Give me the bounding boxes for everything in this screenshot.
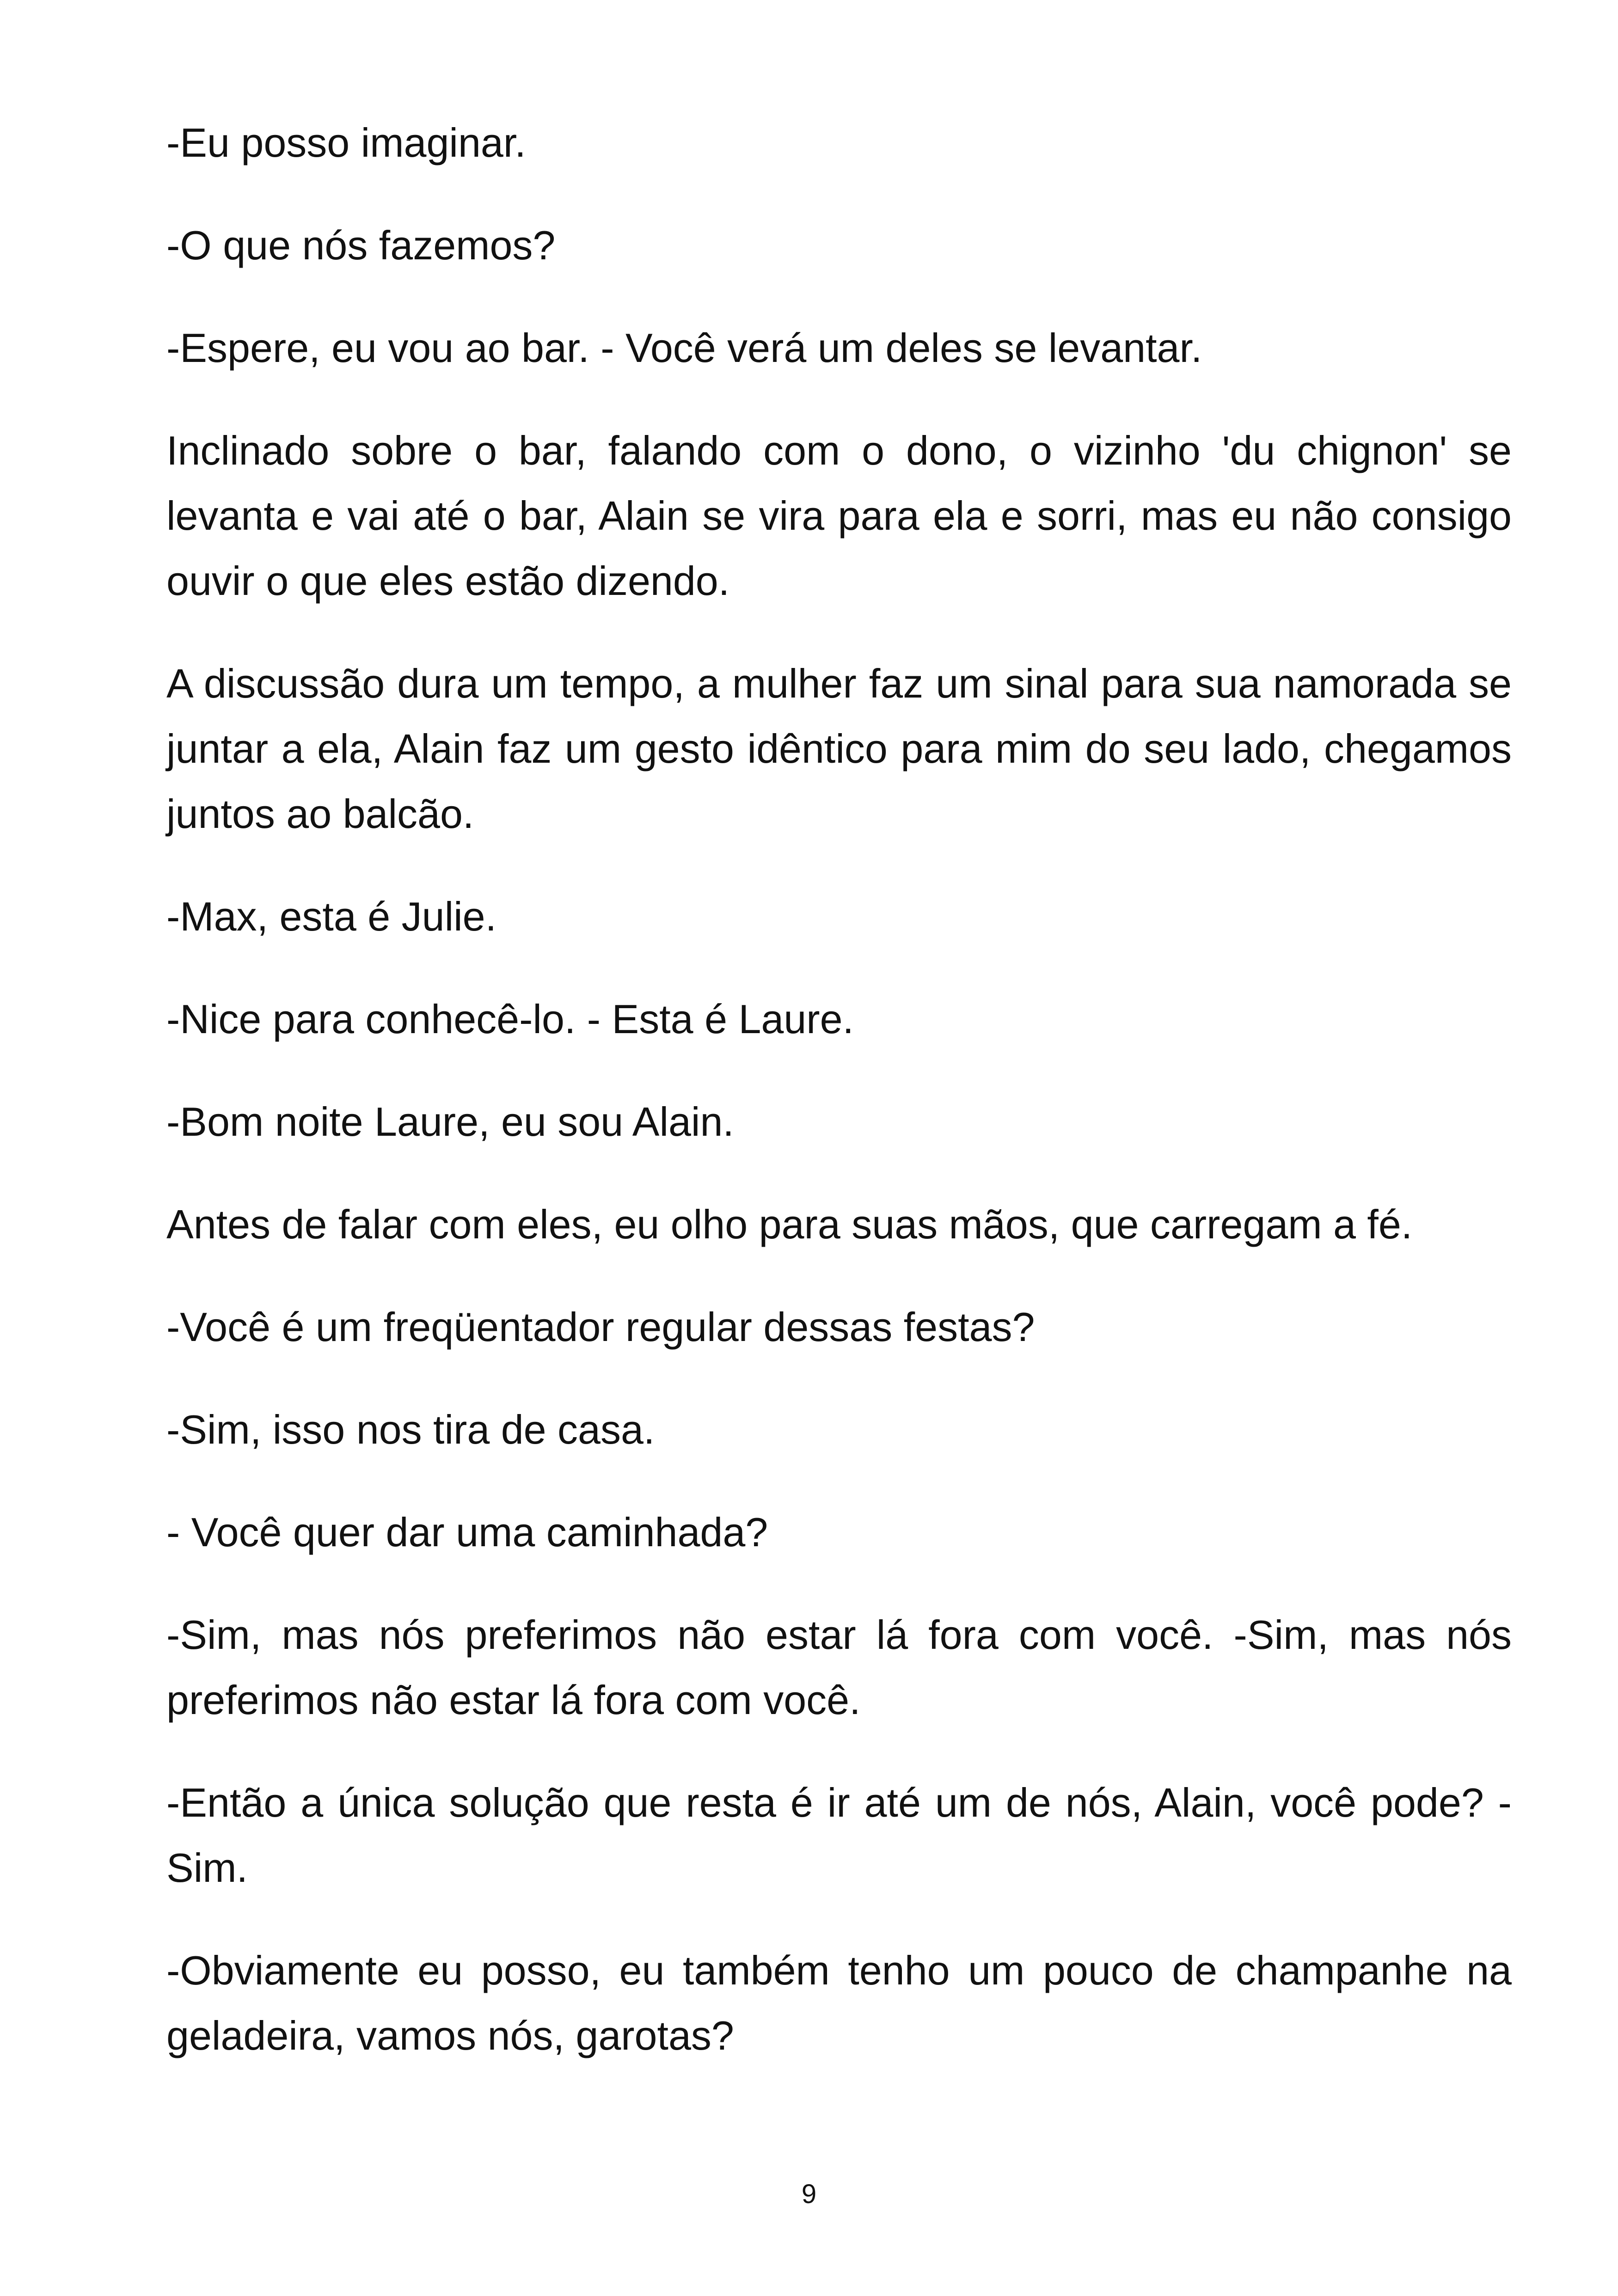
paragraph: -Eu posso imaginar. — [166, 120, 526, 165]
paragraph: -Você é um freqüentador regular dessas festas? — [166, 1304, 1035, 1350]
paragraph: -Nice para conhecê-lo. - Esta é Laure. — [166, 996, 854, 1042]
paragraph: -Bom noite Laure, eu sou Alain. — [166, 1099, 734, 1145]
paragraph: Inclinado sobre o bar, falando com o dono, o vizinho 'du chignon' se levanta e vai até o bar, Alain se vira para ela e sorri, mas eu não consigo ouvir o que eles estão dizendo. — [166, 428, 1512, 604]
paragraph: -Espere, eu vou ao bar. - Você verá um deles se levantar. — [166, 325, 1202, 371]
paragraph: - Você quer dar uma caminhada? — [166, 1509, 768, 1555]
paragraph: -O que nós fazemos? — [166, 222, 556, 268]
paragraph: -Sim, isso nos tira de casa. — [166, 1407, 655, 1452]
paragraph: -Sim, mas nós preferimos não estar lá fora com você. -Sim, mas nós preferimos não estar lá fora com você. — [166, 1612, 1512, 1723]
paragraph: -Obviamente eu posso, eu também tenho um pouco de champanhe na geladeira, vamos nós, garotas? — [166, 1947, 1512, 2058]
paragraph: A discussão dura um tempo, a mulher faz um sinal para sua namorada se juntar a ela, Alain faz um gesto idêntico para mim do seu lado, chegamos juntos ao balcão. — [166, 661, 1512, 837]
paragraph: -Então a única solução que resta é ir até um de nós, Alain, você pode? - Sim. — [166, 1780, 1512, 1891]
paragraph: -Max, esta é Julie. — [166, 894, 497, 939]
body-text — [166, 110, 1512, 2106]
paragraph: Antes de falar com eles, eu olho para suas mãos, que carregam a fé. — [166, 1201, 1413, 1247]
page-number: 9 — [801, 2179, 817, 2209]
